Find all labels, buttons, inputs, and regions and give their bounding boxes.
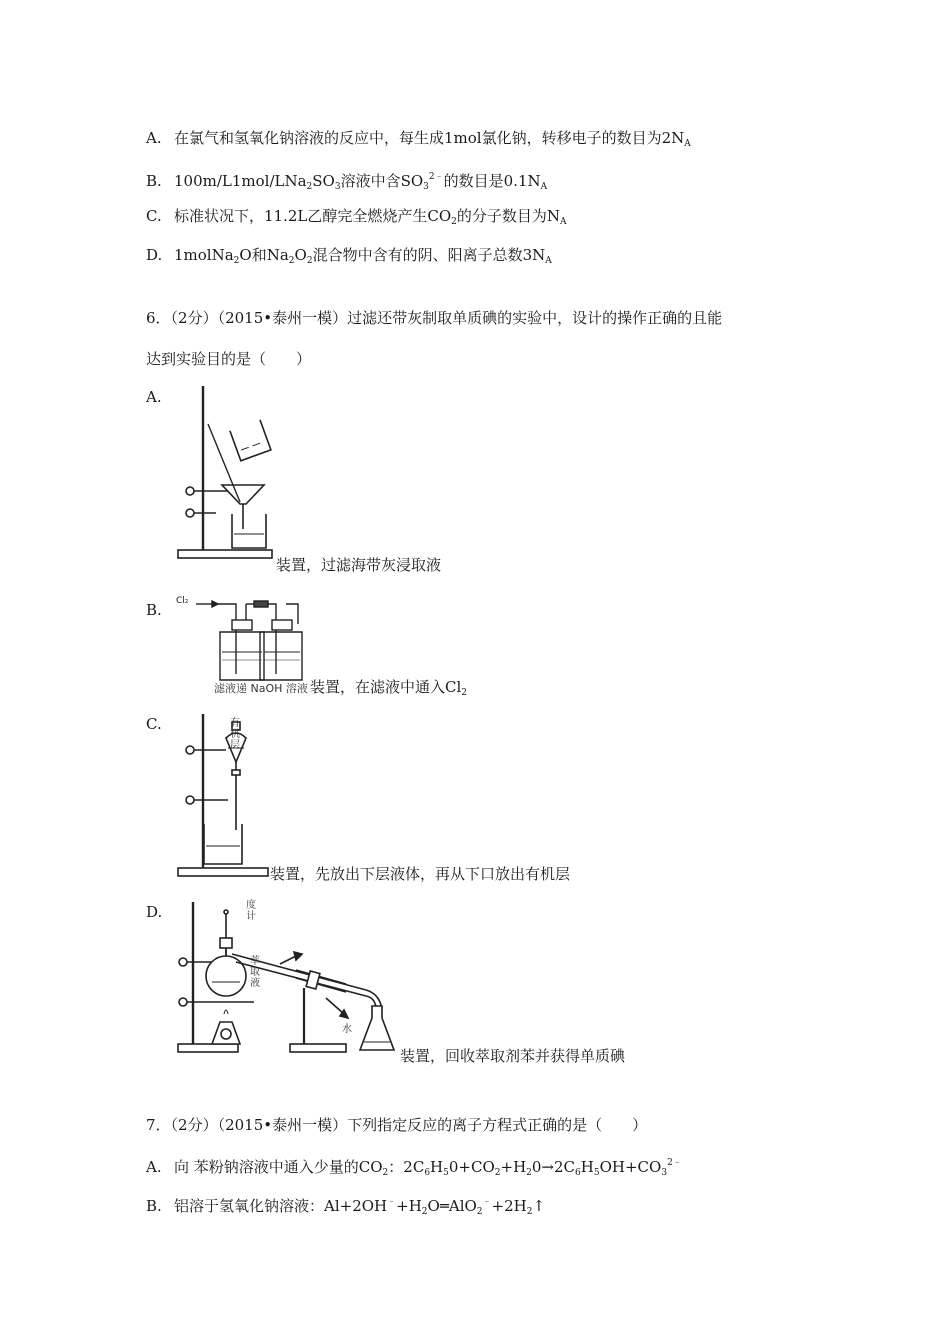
subscript: 2 xyxy=(526,1168,532,1178)
q7-option-b xyxy=(146,1192,545,1222)
q5-option-b xyxy=(146,167,547,197)
distillation-apparatus-figure xyxy=(176,898,398,1058)
option-text: O和Na xyxy=(239,246,289,264)
q6-option-d-letter: D. xyxy=(146,903,163,921)
q6-option-a-letter: A. xyxy=(146,388,162,406)
q6-option-c-caption: 装置，先放出下层液体，再从下口放出有机层 xyxy=(270,865,571,883)
subscript: 6 xyxy=(424,1168,431,1178)
option-text: 混合物中含有的阴、阳离子总数3N xyxy=(312,246,546,264)
option-letter: A. xyxy=(146,1158,162,1176)
gas-washing-bottles-figure xyxy=(174,594,308,694)
option-text: 在氯气和氢氧化钠溶液的反应中，每生成1mol氯化钠，转移电子的数目为2N xyxy=(174,129,685,147)
superscript: ﹣ xyxy=(387,1197,397,1207)
subscript: 2 xyxy=(461,688,468,698)
option-text: 0→2C xyxy=(531,1158,576,1176)
thermometer-label: 度计 xyxy=(246,900,256,922)
q5-option-c xyxy=(146,206,567,232)
q6-option-a-caption: 装置，过滤海带灰浸取液 xyxy=(276,556,442,574)
q6-option-b-letter: B. xyxy=(146,601,162,619)
q6-stem-line1: 6．（2分）（2015•泰州一模）过滤还带灰制取单质碘的实验中，设计的操作正确的且能 xyxy=(146,309,723,327)
subscript: 2 xyxy=(451,217,457,227)
option-text: 铝溶于氢氧化钠溶液：Al+2OH xyxy=(174,1197,388,1215)
subscript: 2 xyxy=(288,256,295,266)
option-letter: B. xyxy=(146,1197,162,1215)
organic-layer-label: 有机层 xyxy=(230,718,240,751)
q6-option-c-letter: C. xyxy=(146,715,162,733)
option-text: 100m/L1mol/LNa xyxy=(174,172,307,190)
option-text: ：2C xyxy=(388,1158,425,1176)
q6-option-d-caption: 装置，回收萃取剂苯并获得单质碘 xyxy=(400,1047,626,1065)
subscript: 2 xyxy=(494,1168,501,1178)
subscript: A xyxy=(560,217,567,227)
caption-text: 装置，在滤液中通入Cl xyxy=(310,678,462,696)
option-text: 的数目是0.1N xyxy=(443,172,541,190)
water-label: 水 xyxy=(342,1024,352,1035)
subscript: 2 xyxy=(233,256,240,266)
option-text: 0+CO xyxy=(448,1158,495,1176)
q7-stem: 7．（2分）（2015•泰州一模）下列指定反应的离子方程式正确的是（ ） xyxy=(146,1116,648,1134)
subscript: 3 xyxy=(423,182,429,192)
q6-option-b-caption xyxy=(310,677,467,703)
option-letter: D. xyxy=(146,246,163,264)
subscript: 2 xyxy=(526,1207,533,1217)
q5-option-d xyxy=(146,245,552,271)
option-text: O═AlO xyxy=(427,1197,477,1215)
option-text: 溶液中含SO xyxy=(340,172,424,190)
option-text: 标准状况下，11.2L乙醇完全燃烧产生CO xyxy=(174,207,452,225)
option-text: H xyxy=(430,1158,444,1176)
separatory-funnel-figure xyxy=(176,712,276,882)
option-text: OH+CO xyxy=(599,1158,662,1176)
option-letter: B. xyxy=(146,172,162,190)
option-letter: A. xyxy=(146,129,162,147)
subscript: 3 xyxy=(661,1168,668,1178)
subscript: A xyxy=(540,182,548,192)
superscript: ﹣ xyxy=(482,1197,492,1207)
subscript: A xyxy=(545,256,552,266)
subscript: 2 xyxy=(306,182,313,192)
subscript: 2 xyxy=(476,1207,483,1217)
q6-stem-line2: 达到实验目的是（ ） xyxy=(146,350,312,368)
subscript: 3 xyxy=(334,182,341,192)
option-text: +H xyxy=(500,1158,527,1176)
subscript: 2 xyxy=(306,256,313,266)
subscript: 6 xyxy=(575,1168,581,1178)
superscript: 2﹣ xyxy=(428,172,444,182)
option-text: +H xyxy=(396,1197,422,1215)
bottle-labels: 滤液递 NaOH 溶液 xyxy=(214,682,308,695)
subscript: 2 xyxy=(421,1207,428,1217)
option-text: +2H xyxy=(491,1197,527,1215)
option-text: H xyxy=(580,1158,594,1176)
subscript: A xyxy=(684,139,691,149)
q5-option-a xyxy=(146,128,691,154)
option-text: ↑ xyxy=(532,1197,546,1215)
option-text: 1molNa xyxy=(174,246,234,264)
option-text: O xyxy=(294,246,307,264)
option-text: SO xyxy=(312,172,335,190)
subscript: 5 xyxy=(593,1168,600,1178)
filtration-apparatus-figure xyxy=(176,384,276,564)
subscript: 2 xyxy=(382,1168,389,1178)
option-letter: C. xyxy=(146,207,162,225)
option-text: 向 苯粉钠溶液中通入少量的CO xyxy=(174,1158,383,1176)
superscript: 2﹣ xyxy=(667,1158,682,1168)
extract-label: 萃取液 xyxy=(250,956,260,989)
subscript: 5 xyxy=(443,1168,449,1178)
cl2-label: Cl₂ xyxy=(176,596,189,606)
q7-option-a xyxy=(146,1153,682,1183)
option-text: 的分子数目为N xyxy=(456,207,561,225)
